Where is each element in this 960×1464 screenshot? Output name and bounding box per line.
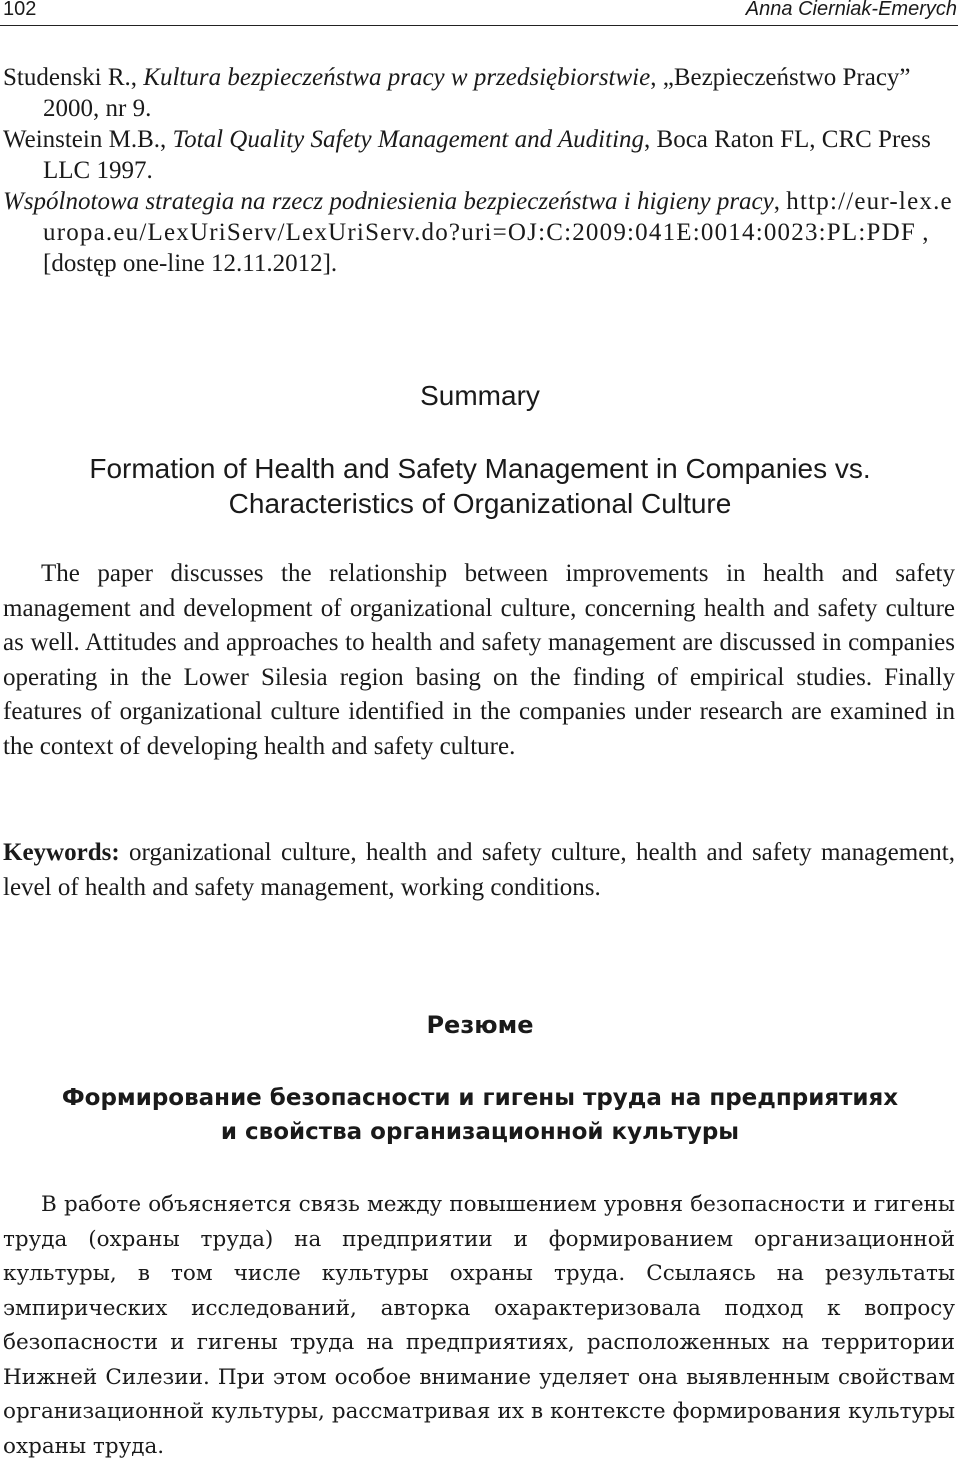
keywords-text: organizational culture, health and safety culture, health and safety management, level of health and safety management, working conditions. — [3, 839, 955, 901]
summary-title — [30, 451, 930, 521]
ru-summary-abstract-text: В работе объясняется связь между повышением уровня безопасности и гигены труда (охраны труда) на предприятии и формированием организационной культуры, в том числе культуры охраны труда. Ссылаясь на результаты эмпирических исследований, авторка охарактеризовала подход к вопросу безопасности и гигены труда на предприятиях, расположенных на территории Нижней Силезии. При этом особое внимание уделяет она выявленным свойствам организационной культуры, рассматривая их в контексте формирования культуры охраны труда. — [3, 1192, 955, 1459]
summary-title-line: Characteristics of Organizational Culture — [228, 488, 732, 519]
ru-summary-title — [20, 1081, 940, 1149]
summary-abstract-text: The paper discusses the relationship between improvements in health and safety management and development of organizational culture, concerning health and safety culture as well. Attitudes and approaches to health and safety management are discussed in companies operating in the Lower Silesia region basing on the finding of empirical studies. Finally features of organizational culture identified in the companies under research are examined in the context of developing health and safety culture. — [3, 560, 955, 760]
reference-list — [3, 62, 955, 279]
reference-title: Total Quality Safety Management and Auditing — [172, 126, 645, 153]
reference-details: , „Bezpieczeństwo Pracy” 2000, nr 9. — [43, 64, 911, 122]
reference-item — [3, 62, 955, 124]
reference-author: Weinstein M.B., — [3, 126, 173, 153]
reference-title: Kultura bezpieczeństwa pracy w przedsiębiorstwie — [143, 64, 651, 91]
reference-item — [3, 124, 955, 186]
reference-author: Studenski R., — [3, 64, 144, 91]
keywords-paragraph — [3, 836, 955, 905]
running-head-author: Anna Cierniak-Emerych — [745, 0, 957, 20]
reference-title: Wspólnotowa strategia na rzecz podniesienia bezpieczeństwa i higieny pracy — [3, 188, 774, 215]
reference-access-date: , [dostęp one-line 12.11.2012]. — [43, 219, 929, 277]
reference-details: , — [773, 188, 787, 215]
ru-summary-abstract — [3, 1188, 955, 1464]
header-rule — [0, 25, 958, 26]
running-head — [0, 0, 960, 26]
ru-summary-title-line: Формирование безопасности и гигены труда на предприятиях — [61, 1085, 899, 1111]
summary-title-line: Formation of Health and Safety Management in Companies vs. — [89, 453, 871, 484]
summary-heading: Summary — [420, 380, 540, 411]
keywords-label: Keywords: — [3, 839, 120, 866]
reference-details: , Boca Raton FL, CRC Press LLC 1997. — [43, 126, 931, 184]
page-number: 102 — [3, 0, 37, 20]
reference-url[interactable]: http://eur-lex.europa.eu/LexUriServ/LexUriServ.do?uri=OJ:C:2009:041E:0014:0023:PL:PDF — [43, 188, 953, 246]
reference-item — [3, 186, 955, 279]
summary-abstract — [3, 557, 955, 764]
ru-summary-heading: Резюме — [426, 1011, 534, 1039]
ru-summary-title-line: и свойства организационной культуры — [220, 1119, 740, 1145]
